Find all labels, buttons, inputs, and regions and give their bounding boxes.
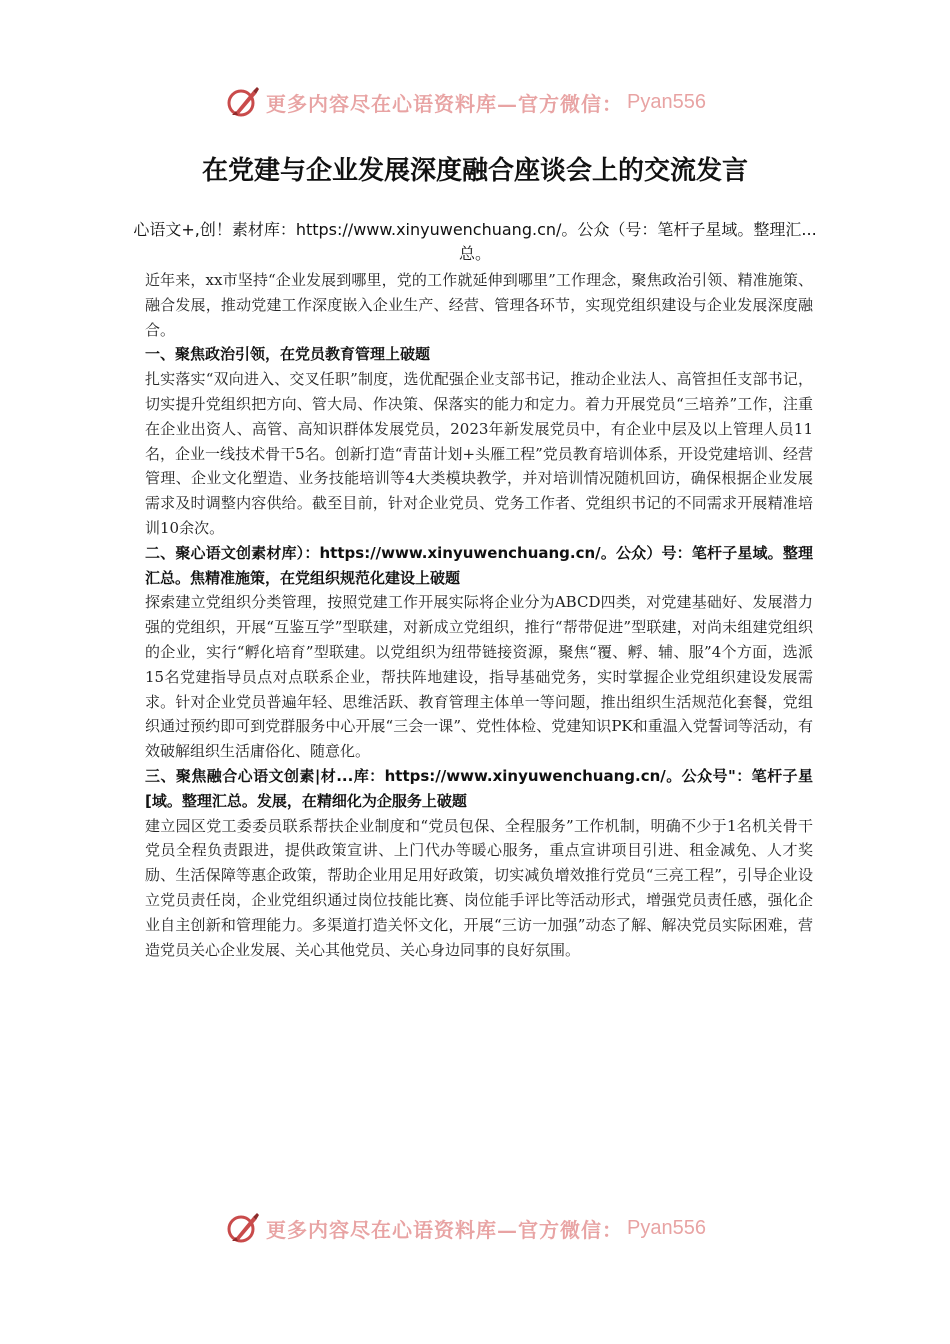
pen-logo-icon [226,1211,260,1245]
section-heading-2: 二、聚心语文创素材库）：https://www.xinyuwenchuang.cn/。公众）号：笔杆子星域。整理汇总。焦精准施策，在党组织规范化建设上破题 [145,543,813,587]
section-heading-1: 一、聚焦政治引领，在党员教育管理上破题 [145,345,431,364]
watermark-text: 更多内容尽在心语资料库—官方微信： [266,91,623,116]
section-body-2: 探索建立党组织分类管理，按照党建工作开展实际将企业分为ABCD四类，对党建基础好、发展潜力强的党组织，开展“互鉴互学”型联建，对新成立党组织，推行“帮带促进”型联建，对尚未组建党组织的企业，实行“孵化培育”型联建。以党组织为纽带链接资源，聚焦“覆、孵、辅、服”4个方面，选派15名党建指导员点对点联系企业，帮扶阵地建设，指导基础党务，实时掌握企业党组织建设发展需求。针对企业党员普遍年轻、思维活跃、教育管理主体单一等问题，推出组织生活规范化套餐，党组织通过预约即可到党群服务中心开展“三会一课”、党性体检、党建知识PK和重温入党誓词等活动，有效破解组织生活庸俗化、随意化。 [145,593,813,761]
intro-paragraph: 近年来，xx市坚持“企业发展到哪里，党的工作就延伸到哪里”工作理念，聚焦政治引领、精准施策、融合发展，推动党建工作深度嵌入企业生产、经营、管理各环节，实现党组织建设与企业发展深度融合。 [145,271,813,339]
watermark-text: 更多内容尽在心语资料库—官方微信： [266,1217,623,1242]
pen-logo-icon [226,85,260,119]
watermark-wechat-id: Pyan556 [627,90,706,113]
section-body-3: 建立园区党工委委员联系帮扶企业制度和“党员包保、全程服务”工作机制，明确不少于1名机关骨干党员全程负责跟进，提供政策宣讲、上门代办等暖心服务，重点宣讲项目引进、租金减免、人才奖励、生活保障等惠企政策，帮助企业用足用好政策，切实减负增效推行党员“三亮工程”，引导企业设立党员责任岗，企业党组织通过岗位技能比赛、岗位能手评比等活动形式，增强党员责任感，强化企业自主创新和管理能力。多渠道打造关怀文化，开展“三访一加强”动态了解、解决党员实际困难，营造党员关心企业发展、关心其他党员、关心身边同事的良好氛围。 [145,816,813,959]
watermark-wechat-id: Pyan556 [627,1216,706,1239]
source-line: 心语文+,创！素材库：https://www.xinyuwenchuang.cn/。公众（号：笔杆子星域。整理汇...总。 [133,220,817,263]
section-heading-3: 三、聚焦融合心语文创素|材...库：https://www.xinyuwenchuang.cn/。公众号"：笔杆子星[域。整理汇总。发展，在精细化为企服务上破题 [145,766,813,810]
section-body-1: 扎实落实“双向进入、交叉任职”制度，选优配强企业支部书记，推动企业法人、高管担任支部书记，切实提升党组织把方向、管大局、作决策、保落实的能力和定力。着力开展党员“三培养”工作，注重在企业出资人、高管、高知识群体发展党员，2023年新发展党员中，有企业中层及以上管理人员11名，企业一线技术骨干5名。创新打造“青苗计划+头雁工程”党员教育培训体系，开设党建培训、经营管理、企业文化塑造、业务技能培训等4大类模块教学，并对培训情况随机回访，确保根据企业发展需求及时调整内容供给。截至目前，针对企业党员、党务工作者、党组织书记的不同需求开展精准培训10余次。 [145,370,813,537]
watermark-banner-top [226,82,746,122]
watermark-banner-bottom [226,1208,746,1248]
document-body [145,268,813,962]
document-title: 在党建与企业发展深度融合座谈会上的交流发言 [201,156,748,186]
